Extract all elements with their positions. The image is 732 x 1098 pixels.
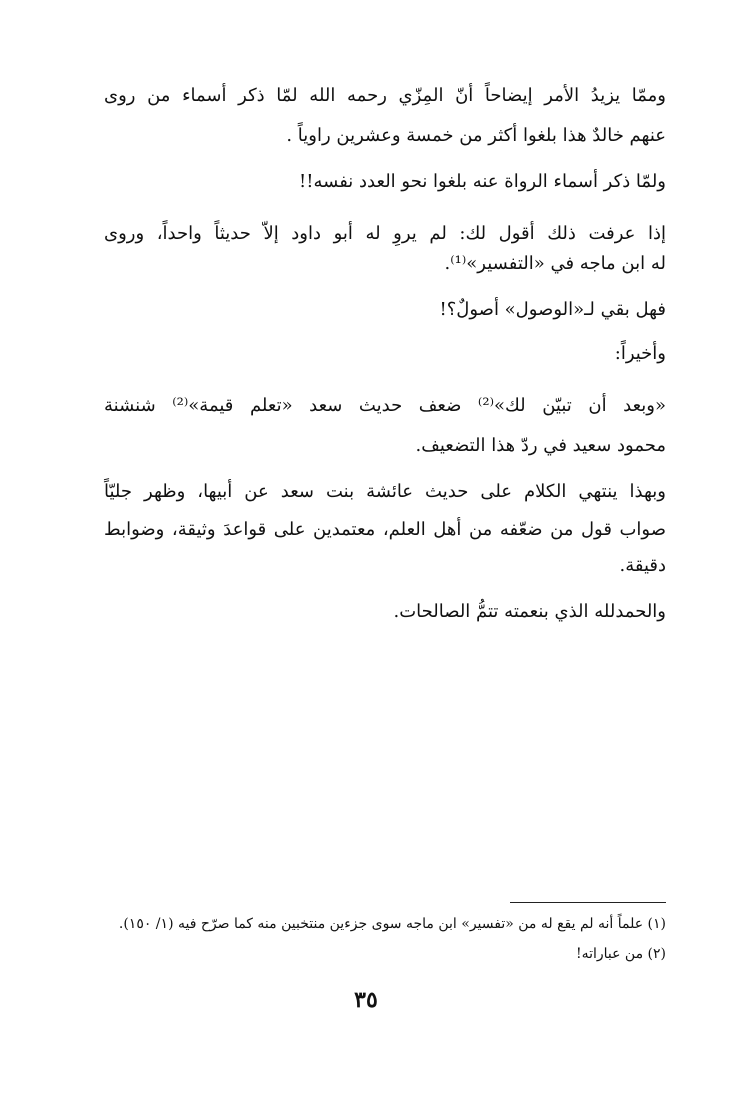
body-line: والحمدلله الذي بنعمته تتمُّ الصالحات.	[393, 601, 666, 622]
page-number: ٣٥	[354, 987, 378, 1013]
body-line: وأخيراً:	[614, 343, 666, 364]
body-line: «وبعد أن تبيّن لك»⁽²⁾ ضعف حديث سعد «تعلم قيمة»⁽²⁾ شنشنة	[104, 395, 666, 416]
footnote: (٢) من عباراته!	[575, 946, 666, 962]
body-line: محمود سعيد في ردّ هذا التضعيف.	[415, 435, 666, 456]
body-line: فهل بقي لـ«الوصول» أصولٌ؟!	[439, 299, 666, 320]
body-line: له ابن ماجه في «التفسير»⁽¹⁾.	[444, 253, 666, 274]
body-line: وممّا يزيدُ الأمر إيضاحاً أنّ المِزّي رحمه الله لمّا ذكر أسماء من روى	[104, 85, 666, 106]
body-line: إذا عرفت ذلك أقول لك: لم يروِ له أبو داود إلاّ حديثاً واحداً، وروى	[104, 223, 666, 244]
body-line: صواب قول من ضعّفه من أهل العلم، معتمدين على قواعدَ وثيقة، وضوابط	[104, 519, 666, 540]
body-line: ولمّا ذكر أسماء الرواة عنه بلغوا نحو العدد نفسه!!	[299, 171, 666, 192]
footnote: (١) علماً أنه لم يقع له من «تفسير» ابن ماجه سوى جزءين منتخبين منه كما صرّح فيه (١/ ١٥٠).	[118, 916, 666, 932]
body-line: عنهم خالدٌ هذا بلغوا أكثر من خمسة وعشرين راوياً .	[286, 125, 666, 146]
body-line: وبهذا ينتهي الكلام على حديث عائشة بنت سعد عن أبيها، وظهر جليّاً	[104, 481, 666, 502]
footnote-divider	[510, 902, 666, 903]
body-line: دقيقة.	[619, 555, 666, 576]
